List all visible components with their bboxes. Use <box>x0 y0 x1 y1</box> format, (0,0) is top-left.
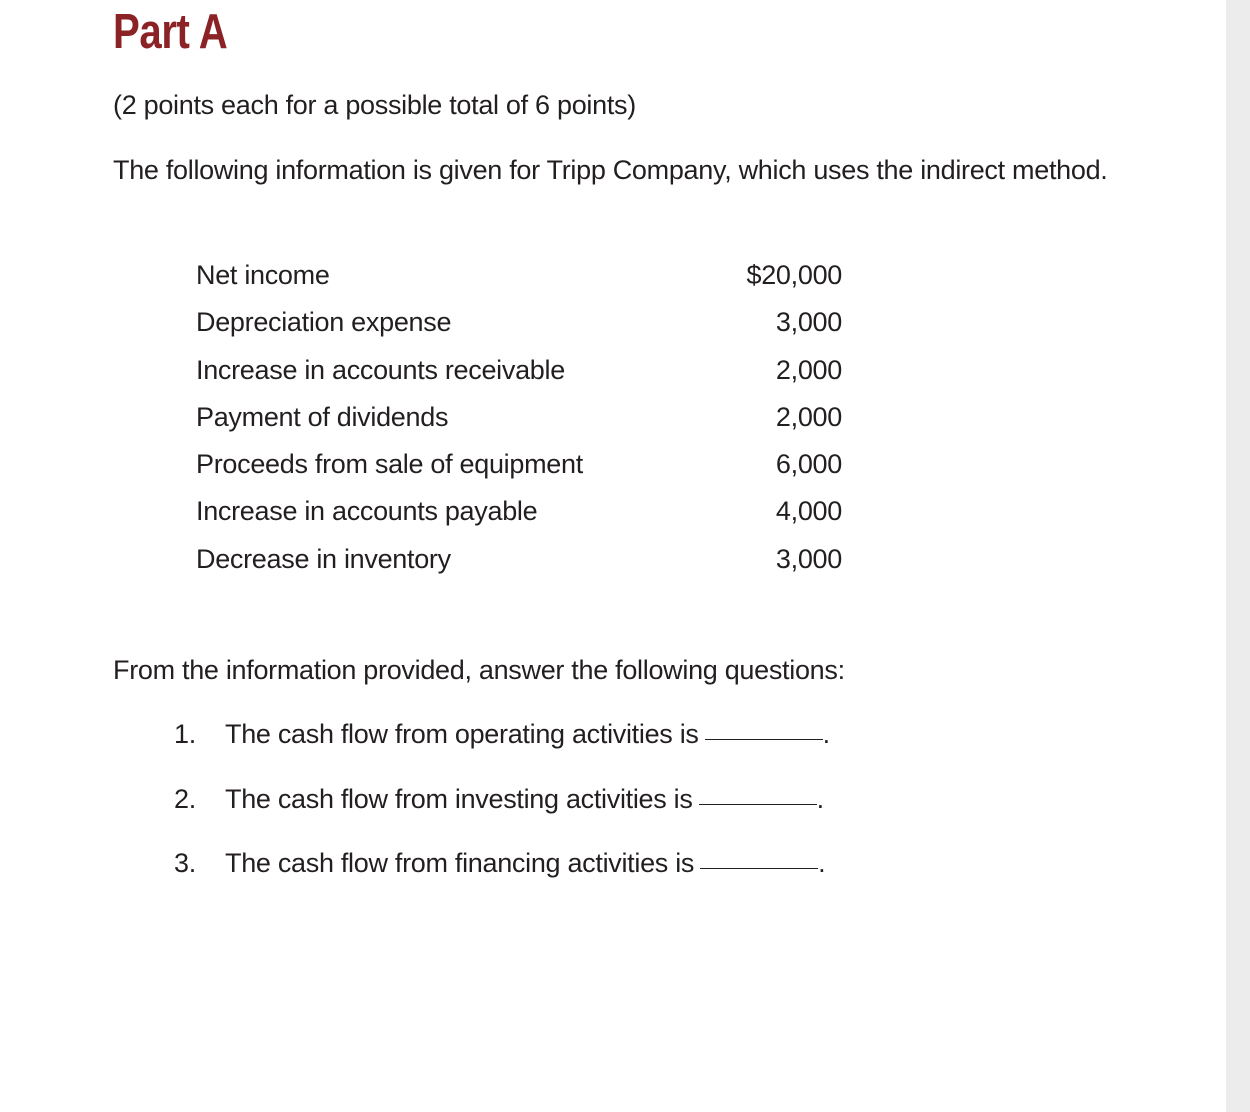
item-value: 2,000 <box>775 354 842 385</box>
table-row <box>196 488 846 535</box>
intro-paragraph: The following information is given for Tripp Company, which uses the indirect method. <box>113 155 1108 185</box>
item-label: Decrease in inventory <box>196 543 451 574</box>
question-end: . <box>818 848 826 878</box>
table-row <box>196 394 846 441</box>
answer-blank[interactable] <box>700 867 818 869</box>
item-label: Payment of dividends <box>196 401 449 432</box>
points-note: (2 points each for a possible total of 6 points) <box>113 90 636 120</box>
item-label: Increase in accounts payable <box>196 496 538 527</box>
table-row <box>196 441 846 488</box>
item-label: Increase in accounts receivable <box>196 354 565 385</box>
item-label: Net income <box>196 260 330 290</box>
answer-blank[interactable] <box>705 738 823 740</box>
page-edge-gutter <box>1226 0 1250 1112</box>
table-row <box>196 536 846 583</box>
question-number: 2. <box>174 784 196 814</box>
table-row <box>196 299 846 346</box>
item-value: 3,000 <box>775 307 842 338</box>
question-2 <box>174 780 824 818</box>
page-title: Part A <box>113 5 228 59</box>
question-text: The cash flow from operating activities is <box>225 719 699 749</box>
question-1 <box>174 715 830 753</box>
item-value: 3,000 <box>775 543 842 574</box>
question-text: The cash flow from financing activities is <box>225 848 695 878</box>
question-number: 3. <box>174 848 196 878</box>
financial-data-table <box>196 252 846 583</box>
item-value: $20,000 <box>746 260 842 290</box>
item-label: Depreciation expense <box>196 307 452 338</box>
item-value: 4,000 <box>775 496 842 527</box>
question-end: . <box>822 719 830 749</box>
question-3 <box>174 844 825 882</box>
item-value: 6,000 <box>775 449 842 480</box>
item-label: Proceeds from sale of equipment <box>196 449 583 480</box>
question-text: The cash flow from investing activities is <box>225 784 693 814</box>
question-end: . <box>816 784 824 814</box>
table-row <box>196 347 846 394</box>
answer-blank[interactable] <box>699 803 817 805</box>
questions-prompt: From the information provided, answer the following questions: <box>113 655 845 685</box>
question-number: 1. <box>174 719 196 749</box>
item-value: 2,000 <box>775 401 842 432</box>
table-row <box>196 252 846 299</box>
